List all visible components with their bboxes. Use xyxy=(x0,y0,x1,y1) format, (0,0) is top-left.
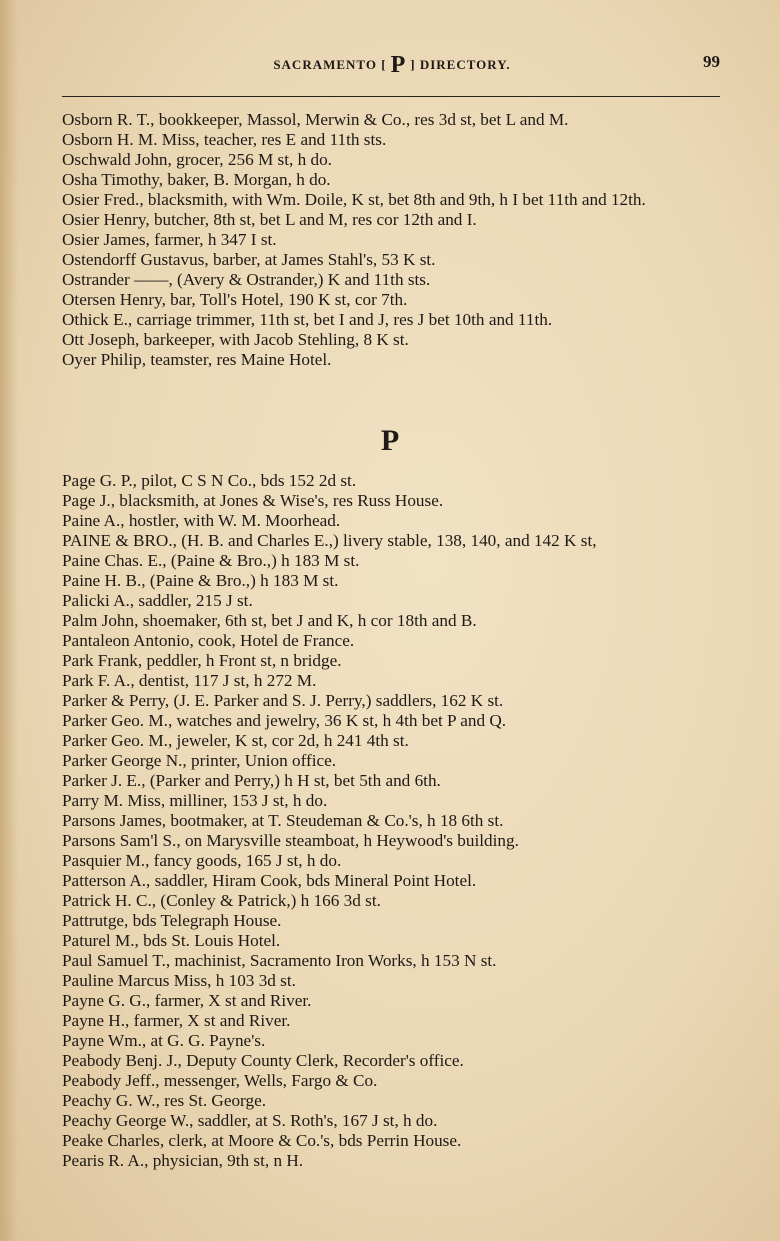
directory-entry: Parker & Perry, (J. E. Parker and S. J. Perry,) saddlers, 162 K st. xyxy=(62,691,504,710)
directory-entry: Parker George N., printer, Union office. xyxy=(62,751,337,770)
running-header xyxy=(62,52,722,80)
header-bracket-close: ] xyxy=(410,57,416,72)
directory-entry: Palicki A., saddler, 215 J st. xyxy=(62,591,253,610)
header-letter: P xyxy=(390,52,407,78)
page-number: 99 xyxy=(703,52,720,71)
directory-entry: Pauline Marcus Miss, h 103 3d st. xyxy=(62,971,296,990)
directory-entry: Osha Timothy, baker, B. Morgan, h do. xyxy=(62,170,331,189)
directory-entry: Patterson A., saddler, Hiram Cook, bds Mineral Point Hotel. xyxy=(62,871,477,890)
directory-entry: Pasquier M., fancy goods, 165 J st, h do. xyxy=(62,851,342,870)
directory-entry: Pantaleon Antonio, cook, Hotel de France. xyxy=(62,631,355,650)
section-heading: P xyxy=(380,424,400,457)
p-entries-list xyxy=(62,471,726,1171)
directory-entry: Pearis R. A., physician, 9th st, n H. xyxy=(62,1151,304,1170)
directory-entry: Oyer Philip, teamster, res Maine Hotel. xyxy=(62,350,332,369)
directory-entry: Paul Samuel T., machinist, Sacramento Iron Works, h 153 N st. xyxy=(62,951,497,970)
directory-entry: Othick E., carriage trimmer, 11th st, bet I and J, res J bet 10th and 11th. xyxy=(62,310,553,329)
directory-entry: Peachy George W., saddler, at S. Roth's, 167 J st, h do. xyxy=(62,1111,438,1130)
directory-entry: Paine A., hostler, with W. M. Moorhead. xyxy=(62,511,341,530)
directory-entry: Page J., blacksmith, at Jones & Wise's, res Russ House. xyxy=(62,491,444,510)
running-title xyxy=(62,52,722,79)
directory-entry: Osborn R. T., bookkeeper, Massol, Merwin & Co., res 3d st, bet L and M. xyxy=(62,110,569,129)
header-rule xyxy=(62,96,720,97)
directory-entry: Payne H., farmer, X st and River. xyxy=(62,1011,291,1030)
directory-entry: Oschwald John, grocer, 256 M st, h do. xyxy=(62,150,332,169)
directory-entry: Paine H. B., (Paine & Bro.,) h 183 M st. xyxy=(62,571,339,590)
directory-entry: Payne Wm., at G. G. Payne's. xyxy=(62,1031,266,1050)
header-city: SACRAMENTO xyxy=(273,57,377,72)
directory-entry: Osborn H. M. Miss, teacher, res E and 11th sts. xyxy=(62,130,387,149)
directory-entry: Palm John, shoemaker, 6th st, bet J and K, h cor 18th and B. xyxy=(62,611,477,630)
directory-entry: Patrick H. C., (Conley & Patrick,) h 166 3d st. xyxy=(62,891,381,910)
directory-entry: Park Frank, peddler, h Front st, n bridge. xyxy=(62,651,342,670)
directory-entry: Peabody Jeff., messenger, Wells, Fargo & Co. xyxy=(62,1071,378,1090)
directory-entry: Page G. P., pilot, C S N Co., bds 152 2d st. xyxy=(62,471,357,490)
directory-entry: PAINE & BRO., (H. B. and Charles E.,) livery stable, 138, 140, and 142 K st, xyxy=(62,531,597,550)
directory-entry: Parker Geo. M., watches and jewelry, 36 K st, h 4th bet P and Q. xyxy=(62,711,507,730)
header-bracket-open: [ xyxy=(381,57,387,72)
directory-entry: Pattrutge, bds Telegraph House. xyxy=(62,911,282,930)
directory-entry: Ott Joseph, barkeeper, with Jacob Stehling, 8 K st. xyxy=(62,330,409,349)
o-entries-list xyxy=(62,110,726,370)
directory-entry: Parker J. E., (Parker and Perry,) h H st, bet 5th and 6th. xyxy=(62,771,441,790)
directory-entry: Parsons Sam'l S., on Marysville steamboat, h Heywood's building. xyxy=(62,831,519,850)
directory-entry: Paturel M., bds St. Louis Hotel. xyxy=(62,931,281,950)
directory-entry: Peabody Benj. J., Deputy County Clerk, Recorder's office. xyxy=(62,1051,464,1070)
directory-entry: Parry M. Miss, milliner, 153 J st, h do. xyxy=(62,791,328,810)
directory-entry: Payne G. G., farmer, X st and River. xyxy=(62,991,312,1010)
book-spine-shadow xyxy=(0,0,18,1241)
directory-entry: Osier Fred., blacksmith, with Wm. Doile, K st, bet 8th and 9th, h I bet 11th and 12th. xyxy=(62,190,646,209)
directory-entry: Parsons James, bootmaker, at T. Steudeman & Co.'s, h 18 6th st. xyxy=(62,811,504,830)
directory-entry: Osier James, farmer, h 347 I st. xyxy=(62,230,277,249)
directory-entry: Ostendorff Gustavus, barber, at James Stahl's, 53 K st. xyxy=(62,250,436,269)
directory-entry: Otersen Henry, bar, Toll's Hotel, 190 K st, cor 7th. xyxy=(62,290,408,309)
directory-entry: Peachy G. W., res St. George. xyxy=(62,1091,266,1110)
directory-entry: Paine Chas. E., (Paine & Bro.,) h 183 M st. xyxy=(62,551,360,570)
directory-entry: Osier Henry, butcher, 8th st, bet L and M, res cor 12th and I. xyxy=(62,210,477,229)
directory-entry: Ostrander ——, (Avery & Ostrander,) K and 11th sts. xyxy=(62,270,431,289)
directory-entry: Park F. A., dentist, 117 J st, h 272 M. xyxy=(62,671,317,690)
directory-entry: Parker Geo. M., jeweler, K st, cor 2d, h 241 4th st. xyxy=(62,731,409,750)
directory-entry: Peake Charles, clerk, at Moore & Co.'s, bds Perrin House. xyxy=(62,1131,462,1150)
header-title: DIRECTORY. xyxy=(419,57,511,72)
